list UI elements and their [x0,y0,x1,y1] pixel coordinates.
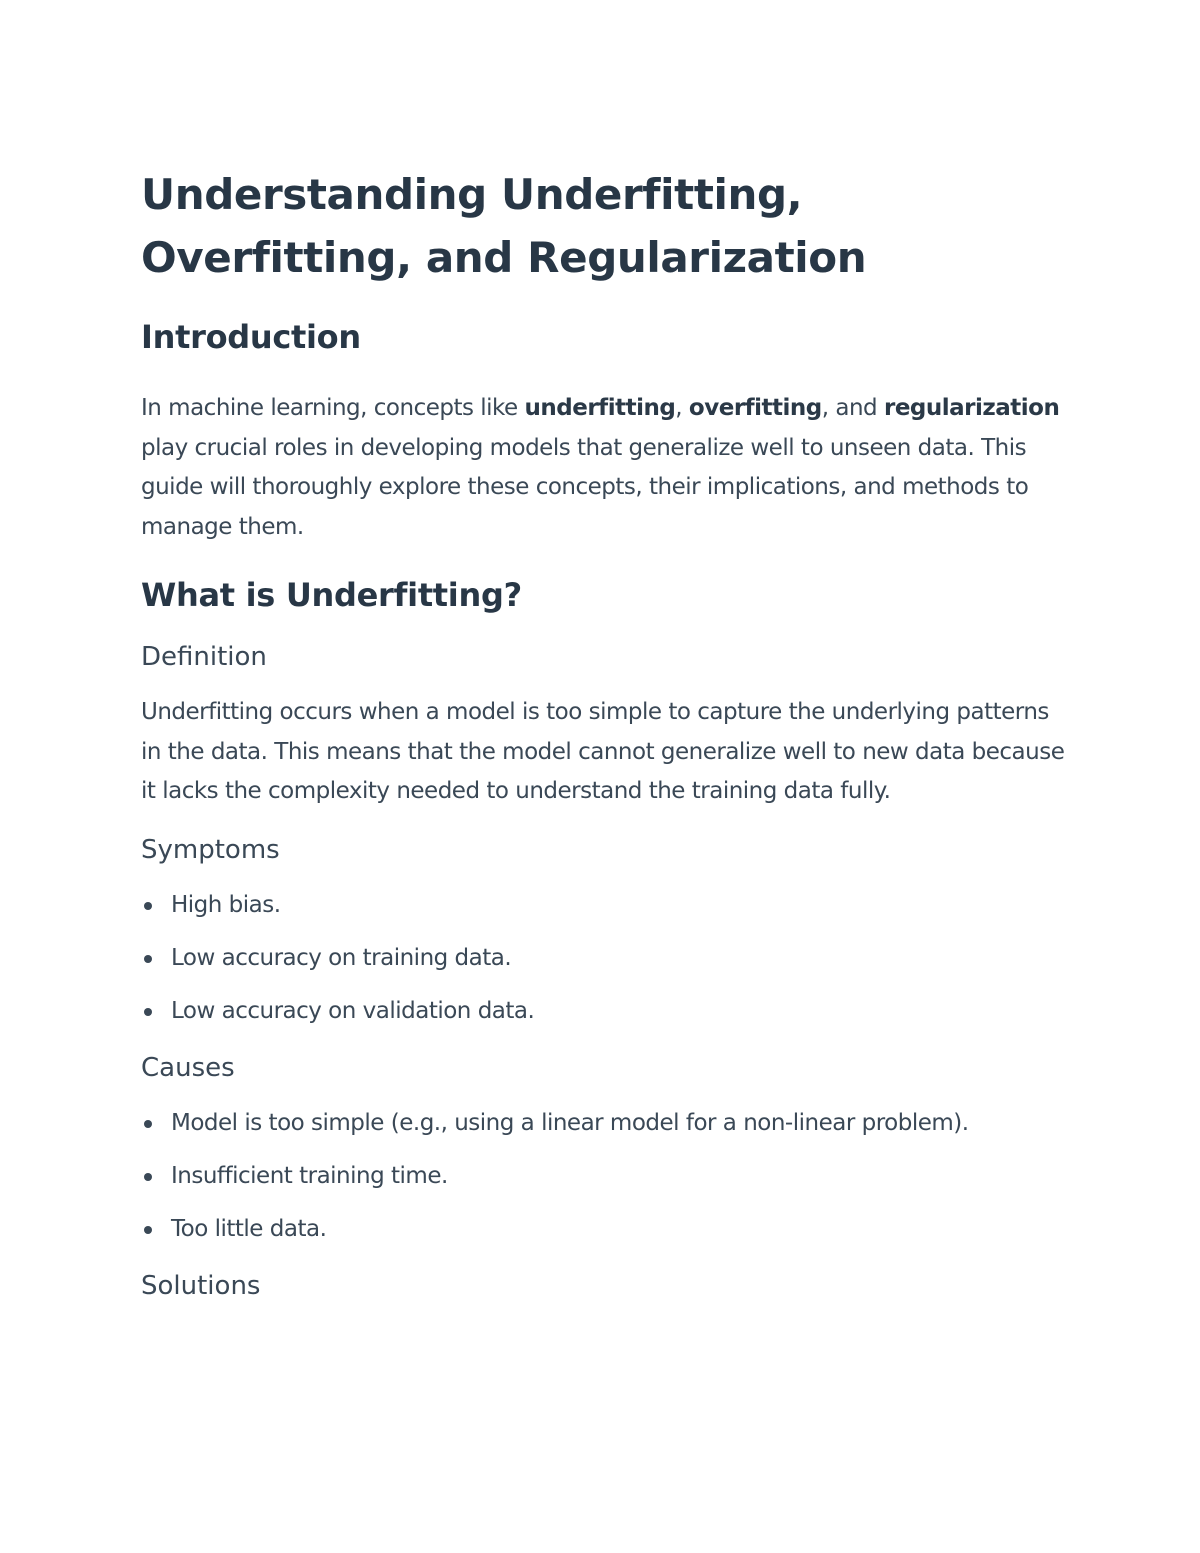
list-item [141,1106,1071,1140]
list-item-text: Too little data. [171,1215,327,1242]
list-item-text: Low accuracy on training data. [171,944,512,971]
document-title: Understanding Underfitting, Overfitting, and Regularization [141,170,867,282]
list-item-text: High bias. [171,891,281,918]
section-heading-introduction: Introduction [141,318,361,356]
causes-list [141,1106,1071,1246]
term-overfitting: overfitting [688,395,822,421]
list-item-text: Low accuracy on validation data. [171,997,535,1024]
bullet-icon [144,955,152,963]
subheading-definition: Definition [141,642,267,672]
intro-text-2: , [675,395,689,421]
list-item [141,1212,1071,1246]
list-item [141,941,1071,975]
intro-paragraph [141,389,1071,547]
bullet-icon [144,1120,152,1128]
term-regularization: regularization [883,395,1060,421]
symptoms-list [141,888,1071,1028]
subheading-solutions: Solutions [141,1270,261,1301]
term-underfitting: underfitting [524,395,676,421]
list-item [141,1159,1071,1193]
subheading-symptoms: Symptoms [141,834,280,865]
bullet-icon [144,1226,152,1234]
definition-paragraph: Underfitting occurs when a model is too simple to capture the underlying patterns in the data. This means that the model cannot generalize well to new data because it lacks the complexity needed to understand the training data fully. [141,699,1065,804]
bullet-icon [144,1173,152,1181]
intro-text-1: In machine learning, concepts like [141,395,525,421]
list-item-text: Model is too simple (e.g., using a linear model for a non-linear problem). [171,1109,969,1136]
subheading-causes: Causes [141,1052,235,1083]
intro-text-3: , and [821,395,884,421]
list-item [141,888,1071,922]
list-item [141,994,1071,1028]
bullet-icon [144,902,152,910]
intro-text-4: play crucial roles in developing models that generalize well to unseen data. This guide will thoroughly explore these concepts, their implications, and methods to manage them. [141,434,1029,540]
section-heading-underfitting: What is Underfitting? [141,576,522,614]
list-item-text: Insufficient training time. [171,1162,448,1189]
bullet-icon [144,1008,152,1016]
document-page [141,163,1071,1304]
